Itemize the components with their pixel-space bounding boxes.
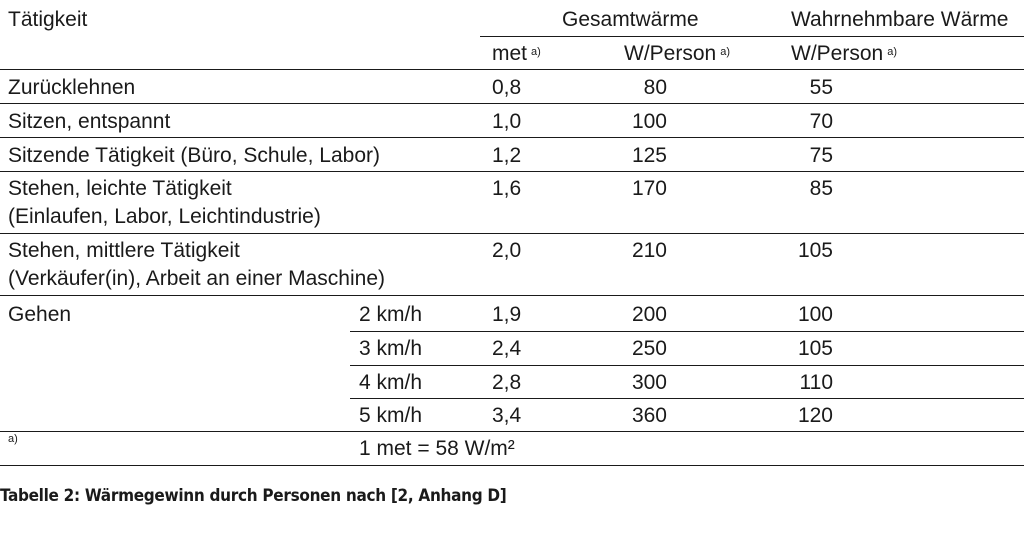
row-met: 1,6	[492, 177, 522, 200]
header-wperson-sensible: W/Person $^{a)}$	[791, 42, 897, 65]
row-sensible: 75	[809, 144, 833, 167]
row-total: 210	[631, 239, 667, 262]
walking-sensible: 120	[797, 404, 833, 427]
row-divider	[0, 103, 1024, 104]
row-total: 170	[631, 177, 667, 200]
row-sensible: 70	[809, 110, 833, 133]
walking-speed: 2 km/h	[359, 303, 423, 326]
walking-speed: 5 km/h	[359, 404, 423, 427]
row-sensible: 105	[797, 239, 833, 262]
walking-met: 3,4	[492, 404, 522, 427]
row-activity: Stehen, leichte Tätigkeit	[8, 177, 232, 200]
row-divider	[0, 137, 1024, 138]
walking-total: 300	[631, 371, 667, 394]
walking-speed: 3 km/h	[359, 337, 423, 360]
walking-total: 250	[631, 337, 667, 360]
walking-met: 2,4	[492, 337, 522, 360]
row-sensible: 85	[809, 177, 833, 200]
walking-sensible: 100	[797, 303, 833, 326]
row-met: 1,0	[492, 110, 522, 133]
walking-divider	[350, 398, 1024, 399]
row-divider	[0, 171, 1024, 172]
row-total: 125	[631, 144, 667, 167]
header-sensible-heat: Wahrnehmbare Wärme	[791, 8, 1009, 31]
walking-total: 360	[631, 404, 667, 427]
row-met: 1,2	[492, 144, 522, 167]
header-wperson-total: W/Person $^{a)}$	[624, 42, 730, 65]
walking-total: 200	[631, 303, 667, 326]
row-activity: Sitzende Tätigkeit (Büro, Schule, Labor)	[8, 144, 380, 167]
walking-met: 2,8	[492, 371, 522, 394]
walking-met: 1,9	[492, 303, 522, 326]
walking-divider	[350, 331, 1024, 332]
row-divider	[0, 233, 1024, 234]
walking-label: Gehen	[8, 303, 72, 326]
row-activity: Zurücklehnen	[8, 76, 136, 99]
row-total: 80	[643, 76, 667, 99]
walking-divider	[350, 365, 1024, 366]
row-total: 100	[631, 110, 667, 133]
row-divider	[0, 295, 1024, 296]
walking-sensible: 105	[797, 337, 833, 360]
header-divider	[0, 69, 1024, 70]
row-activity-detail: (Verkäufer(in), Arbeit an einer Maschine)	[8, 267, 386, 290]
header-met: met $^{a)}$	[492, 42, 541, 65]
table-bottom-rule	[0, 465, 1024, 466]
walking-sensible: 110	[799, 371, 833, 394]
footnote-marker: a)	[8, 433, 18, 445]
row-activity-detail: (Einlaufen, Labor, Leichtindustrie)	[8, 205, 321, 228]
row-sensible: 55	[809, 76, 833, 99]
footnote-text: 1 met = 58 W/m²	[359, 437, 515, 460]
header-activity: Tätigkeit	[8, 8, 88, 31]
header-underline	[480, 36, 1024, 37]
row-divider	[0, 431, 1024, 432]
row-activity: Stehen, mittlere Tätigkeit	[8, 239, 240, 262]
row-activity: Sitzen, entspannt	[8, 110, 171, 133]
table-caption: Tabelle 2: Wärmegewinn durch Personen nach [2, Anhang D]	[0, 486, 507, 506]
row-met: 0,8	[492, 76, 522, 99]
header-total-heat: Gesamtwärme	[562, 8, 699, 31]
walking-speed: 4 km/h	[359, 371, 423, 394]
row-met: 2,0	[492, 239, 522, 262]
